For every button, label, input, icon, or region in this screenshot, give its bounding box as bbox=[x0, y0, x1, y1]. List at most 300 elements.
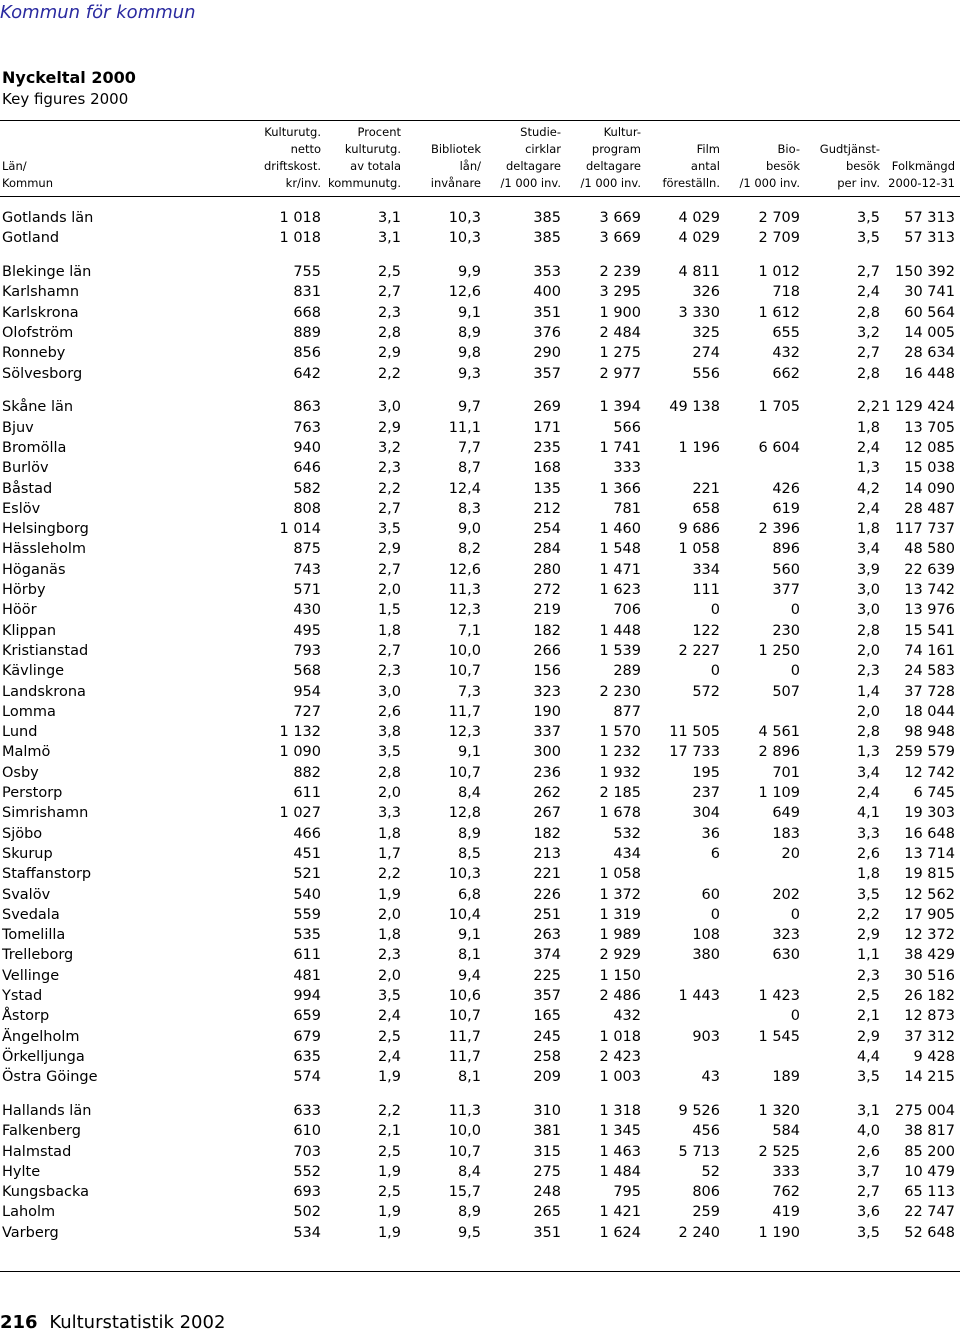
table-cell: 24 583 bbox=[904, 663, 955, 680]
table-cell: 221 bbox=[533, 866, 561, 883]
table-cell: 377 bbox=[772, 582, 800, 599]
table-cell: 85 200 bbox=[904, 1143, 955, 1160]
table-cell: 552 bbox=[293, 1163, 321, 1180]
running-header: Kommun för kommun bbox=[0, 2, 196, 23]
row-label: Klippan bbox=[2, 622, 57, 639]
table-cell: 2,7 bbox=[856, 264, 880, 281]
table-cell: 156 bbox=[533, 663, 561, 680]
table-cell: 2,3 bbox=[377, 947, 401, 964]
table-cell: 38 429 bbox=[904, 947, 955, 964]
table-cell: 9,5 bbox=[457, 1224, 481, 1241]
table-cell: 568 bbox=[293, 663, 321, 680]
column-header-line: Län/ bbox=[2, 159, 27, 173]
table-cell: 74 161 bbox=[904, 642, 955, 659]
table-cell: 611 bbox=[293, 785, 321, 802]
table-cell: 258 bbox=[533, 1048, 561, 1065]
table-cell: 37 728 bbox=[904, 683, 955, 700]
table-cell: 762 bbox=[772, 1184, 800, 1201]
table-cell: 10,3 bbox=[448, 210, 481, 226]
table-cell: 701 bbox=[772, 764, 800, 781]
table-cell: 267 bbox=[533, 805, 561, 822]
title-block bbox=[2, 68, 136, 110]
table-cell: 15 541 bbox=[904, 622, 955, 639]
table-cell: 831 bbox=[293, 284, 321, 301]
table-row bbox=[0, 783, 960, 803]
table-cell: 10,7 bbox=[448, 764, 481, 781]
table-cell: 466 bbox=[293, 825, 321, 842]
table-cell: 2 423 bbox=[599, 1048, 641, 1065]
table-cell: 9,4 bbox=[457, 967, 481, 984]
table-cell: 2 709 bbox=[758, 230, 800, 247]
table-cell: 0 bbox=[790, 602, 800, 619]
row-label: Lund bbox=[2, 724, 38, 741]
table-cell: 2,5 bbox=[377, 1028, 401, 1045]
table-cell: 584 bbox=[772, 1123, 800, 1140]
table-cell: 2,5 bbox=[377, 1184, 401, 1201]
table-cell: 190 bbox=[533, 703, 561, 720]
column-header-line: Kultur- bbox=[603, 125, 641, 139]
table-cell: 4 029 bbox=[678, 210, 720, 226]
table-cell: 1 989 bbox=[599, 927, 641, 944]
table-cell: 22 747 bbox=[904, 1204, 955, 1221]
table-cell: 2,4 bbox=[856, 439, 880, 456]
table-cell: 1 018 bbox=[279, 230, 321, 247]
table-row bbox=[0, 844, 960, 864]
table-cell: 1 232 bbox=[599, 744, 641, 761]
table-cell: 426 bbox=[772, 480, 800, 497]
table-cell: 668 bbox=[293, 304, 321, 321]
table-cell: 2 977 bbox=[599, 365, 641, 382]
row-label: Laholm bbox=[2, 1204, 56, 1221]
table-cell: 0 bbox=[710, 906, 720, 923]
table-cell: 28 487 bbox=[904, 500, 955, 517]
table-cell: 875 bbox=[293, 541, 321, 558]
table-cell: 781 bbox=[613, 500, 641, 517]
table-cell: 135 bbox=[533, 480, 561, 497]
table-row bbox=[0, 621, 960, 641]
table-row bbox=[0, 1202, 960, 1222]
table-cell: 3,5 bbox=[856, 886, 880, 903]
row-label: Osby bbox=[2, 764, 39, 781]
table-cell: 10,3 bbox=[448, 230, 481, 247]
table-cell: 456 bbox=[692, 1123, 720, 1140]
table-cell: 37 312 bbox=[904, 1028, 955, 1045]
table-cell: 430 bbox=[293, 602, 321, 619]
table-cell: 3,0 bbox=[377, 399, 401, 416]
table-cell: 150 392 bbox=[895, 264, 955, 281]
table-cell: 262 bbox=[533, 785, 561, 802]
table-cell: 4 561 bbox=[758, 724, 800, 741]
column-header-line: besök bbox=[765, 159, 800, 173]
table-cell: 380 bbox=[692, 947, 720, 964]
table-cell: 1 058 bbox=[599, 866, 641, 883]
table-row bbox=[0, 1006, 960, 1026]
table-cell: 2,3 bbox=[377, 663, 401, 680]
table-cell: 532 bbox=[613, 825, 641, 842]
row-label: Ystad bbox=[2, 987, 43, 1004]
table-cell: 269 bbox=[533, 399, 561, 416]
table-row bbox=[0, 1047, 960, 1067]
table-cell: 9,1 bbox=[457, 744, 481, 761]
row-label: Svalöv bbox=[2, 886, 51, 903]
table-cell: 385 bbox=[533, 230, 561, 247]
table-cell: 326 bbox=[692, 284, 720, 301]
table-cell: 98 948 bbox=[904, 724, 955, 741]
table-cell: 6,8 bbox=[457, 886, 481, 903]
table-cell: 727 bbox=[293, 703, 321, 720]
table-cell: 8,4 bbox=[457, 1163, 481, 1180]
table-cell: 12 372 bbox=[904, 927, 955, 944]
table-cell: 52 bbox=[701, 1163, 720, 1180]
table-cell: 9,9 bbox=[457, 264, 481, 281]
table-cell: 289 bbox=[613, 663, 641, 680]
table-cell: 451 bbox=[293, 845, 321, 862]
table-cell: 521 bbox=[293, 866, 321, 883]
table-cell: 60 564 bbox=[904, 304, 955, 321]
table-cell: 2,7 bbox=[856, 1184, 880, 1201]
row-label: Olofström bbox=[2, 324, 74, 341]
table-cell: 26 182 bbox=[904, 987, 955, 1004]
table-cell: 2,2 bbox=[856, 399, 880, 416]
table-row bbox=[0, 1162, 960, 1182]
row-label: Bromölla bbox=[2, 439, 67, 456]
table-cell: 1 250 bbox=[758, 642, 800, 659]
table-cell: 571 bbox=[293, 582, 321, 599]
column-header-line bbox=[888, 124, 955, 141]
table-cell: 1 394 bbox=[599, 399, 641, 416]
column-header-line: Film bbox=[696, 142, 720, 156]
table-row bbox=[0, 1067, 960, 1087]
table-cell: 582 bbox=[293, 480, 321, 497]
table-cell: 2,0 bbox=[856, 642, 880, 659]
table-cell: 679 bbox=[293, 1028, 321, 1045]
table-cell: 2,8 bbox=[377, 764, 401, 781]
row-label: Hässleholm bbox=[2, 541, 87, 558]
table-cell: 12,3 bbox=[448, 724, 481, 741]
table-row bbox=[0, 641, 960, 661]
table-cell: 9 526 bbox=[678, 1102, 720, 1119]
table-cell: 572 bbox=[692, 683, 720, 700]
column-header-line: Gudtjänst- bbox=[819, 142, 880, 156]
table-cell: 235 bbox=[533, 439, 561, 456]
table-cell: 36 bbox=[701, 825, 720, 842]
table-cell: 1 132 bbox=[279, 724, 321, 741]
row-label: Bjuv bbox=[2, 419, 34, 436]
column-header-line: netto bbox=[290, 142, 321, 156]
table-cell: 3,7 bbox=[856, 1163, 880, 1180]
table-cell: 889 bbox=[293, 324, 321, 341]
table-cell: 2,4 bbox=[856, 785, 880, 802]
column-header-line bbox=[2, 124, 53, 141]
table-cell: 8,1 bbox=[457, 1069, 481, 1086]
table-cell: 182 bbox=[533, 825, 561, 842]
table-cell: 10,0 bbox=[448, 1123, 481, 1140]
column-header-line bbox=[888, 141, 955, 158]
table-cell: 1,3 bbox=[856, 460, 880, 477]
table-cell: 17 733 bbox=[669, 744, 720, 761]
table-row bbox=[0, 864, 960, 884]
table-cell: 2,2 bbox=[377, 365, 401, 382]
table-cell: 2,7 bbox=[856, 345, 880, 362]
table-cell: 559 bbox=[293, 906, 321, 923]
table-cell: 353 bbox=[533, 264, 561, 281]
table-cell: 4 029 bbox=[678, 230, 720, 247]
table-cell: 3 330 bbox=[678, 304, 720, 321]
table-cell: 245 bbox=[533, 1028, 561, 1045]
table-cell: 237 bbox=[692, 785, 720, 802]
column-header-line: Folkmängd bbox=[891, 159, 955, 173]
row-label: Burlöv bbox=[2, 460, 49, 477]
table-cell: 1 366 bbox=[599, 480, 641, 497]
table-cell: 1 900 bbox=[599, 304, 641, 321]
row-label: Sölvesborg bbox=[2, 365, 83, 382]
table-cell: 649 bbox=[772, 805, 800, 822]
table-cell: 3,5 bbox=[377, 987, 401, 1004]
column-header-line: av totala bbox=[350, 159, 401, 173]
table-cell: 171 bbox=[533, 419, 561, 436]
table-cell: 1 018 bbox=[279, 210, 321, 226]
table-cell: 3,0 bbox=[856, 582, 880, 599]
row-label: Vellinge bbox=[2, 967, 60, 984]
table-cell: 507 bbox=[772, 683, 800, 700]
table-row bbox=[0, 986, 960, 1006]
table-cell: 535 bbox=[293, 927, 321, 944]
table-cell: 662 bbox=[772, 365, 800, 382]
table-cell: 12,8 bbox=[448, 805, 481, 822]
table-cell: 1 058 bbox=[678, 541, 720, 558]
table-cell: 2,0 bbox=[856, 703, 880, 720]
table-cell: 15 038 bbox=[904, 460, 955, 477]
table-row bbox=[0, 1121, 960, 1141]
table-cell: 1 741 bbox=[599, 439, 641, 456]
table-cell: 236 bbox=[533, 764, 561, 781]
table-cell: 2,8 bbox=[856, 724, 880, 741]
table-cell: 4 811 bbox=[678, 264, 720, 281]
table-cell: 2,7 bbox=[377, 642, 401, 659]
data-table-body bbox=[0, 208, 960, 1243]
table-cell: 1 623 bbox=[599, 582, 641, 599]
table-cell: 1 372 bbox=[599, 886, 641, 903]
table-cell: 3,3 bbox=[856, 825, 880, 842]
table-cell: 1 678 bbox=[599, 805, 641, 822]
table-cell: 642 bbox=[293, 365, 321, 382]
column-header-line: cirklar bbox=[525, 142, 561, 156]
table-cell: 12,6 bbox=[448, 284, 481, 301]
table-row bbox=[0, 1223, 960, 1243]
table-cell: 2,9 bbox=[377, 419, 401, 436]
table-cell: 706 bbox=[613, 602, 641, 619]
table-cell: 1 448 bbox=[599, 622, 641, 639]
row-label: Hylte bbox=[2, 1163, 41, 1180]
table-cell: 10,6 bbox=[448, 987, 481, 1004]
table-cell: 2,5 bbox=[377, 1143, 401, 1160]
table-cell: 165 bbox=[533, 1008, 561, 1025]
table-cell: 248 bbox=[533, 1184, 561, 1201]
table-cell: 280 bbox=[533, 561, 561, 578]
column-header-line bbox=[662, 124, 720, 141]
table-cell: 195 bbox=[692, 764, 720, 781]
row-label: Karlskrona bbox=[2, 304, 79, 321]
table-cell: 374 bbox=[533, 947, 561, 964]
table-cell: 659 bbox=[293, 1008, 321, 1025]
table-cell: 11,1 bbox=[448, 419, 481, 436]
column-header-line: antal bbox=[690, 159, 720, 173]
table-cell: 376 bbox=[533, 324, 561, 341]
row-label: Skurup bbox=[2, 845, 53, 862]
table-row bbox=[0, 885, 960, 905]
table-top-rule bbox=[0, 120, 960, 121]
table-cell: 0 bbox=[790, 1008, 800, 1025]
column-header-line: Studie- bbox=[520, 125, 561, 139]
table-cell: 9,0 bbox=[457, 521, 481, 538]
table-cell: 400 bbox=[533, 284, 561, 301]
table-cell: 6 604 bbox=[758, 439, 800, 456]
row-label: Hallands län bbox=[2, 1102, 92, 1119]
table-cell: 19 303 bbox=[904, 805, 955, 822]
table-cell: 954 bbox=[293, 683, 321, 700]
table-cell: 43 bbox=[701, 1069, 720, 1086]
table-cell: 8,4 bbox=[457, 785, 481, 802]
column-header-line: kulturutg. bbox=[344, 142, 401, 156]
column-header-line: Procent bbox=[357, 125, 401, 139]
table-cell: 8,9 bbox=[457, 825, 481, 842]
table-cell: 3,0 bbox=[377, 683, 401, 700]
column-header-line: program bbox=[591, 142, 641, 156]
table-cell: 1,3 bbox=[856, 744, 880, 761]
table-cell: 2,4 bbox=[377, 1008, 401, 1025]
table-cell: 168 bbox=[533, 460, 561, 477]
table-cell: 495 bbox=[293, 622, 321, 639]
table-cell: 14 215 bbox=[904, 1069, 955, 1086]
table-cell: 1 018 bbox=[599, 1028, 641, 1045]
table-cell: 304 bbox=[692, 805, 720, 822]
table-cell: 693 bbox=[293, 1184, 321, 1201]
table-cell: 0 bbox=[710, 663, 720, 680]
table-cell: 793 bbox=[293, 642, 321, 659]
table-cell: 1 548 bbox=[599, 541, 641, 558]
table-cell: 11,3 bbox=[448, 1102, 481, 1119]
row-label: Båstad bbox=[2, 480, 53, 497]
table-cell: 1,8 bbox=[856, 866, 880, 883]
row-label: Gotlands län bbox=[2, 210, 94, 226]
table-cell: 2 230 bbox=[599, 683, 641, 700]
table-cell: 877 bbox=[613, 703, 641, 720]
table-cell: 4,0 bbox=[856, 1123, 880, 1140]
table-cell: 351 bbox=[533, 304, 561, 321]
table-cell: 4,2 bbox=[856, 480, 880, 497]
table-cell: 2 185 bbox=[599, 785, 641, 802]
table-cell: 434 bbox=[613, 845, 641, 862]
table-cell: 8,2 bbox=[457, 541, 481, 558]
table-cell: 795 bbox=[613, 1184, 641, 1201]
table-cell: 111 bbox=[692, 582, 720, 599]
table-cell: 566 bbox=[613, 419, 641, 436]
table-cell: 2 709 bbox=[758, 210, 800, 226]
table-cell: 635 bbox=[293, 1048, 321, 1065]
table-row bbox=[0, 438, 960, 458]
table-cell: 11,7 bbox=[448, 703, 481, 720]
column-header-line: deltagare bbox=[585, 159, 641, 173]
row-label: Gotland bbox=[2, 230, 60, 247]
table-cell: 8,3 bbox=[457, 500, 481, 517]
table-row bbox=[0, 560, 960, 580]
row-label: Landskrona bbox=[2, 683, 86, 700]
table-cell: 259 bbox=[692, 1204, 720, 1221]
table-cell: 2 239 bbox=[599, 264, 641, 281]
table-cell: 1 570 bbox=[599, 724, 641, 741]
table-cell: 333 bbox=[772, 1163, 800, 1180]
table-row bbox=[0, 966, 960, 986]
table-cell: 351 bbox=[533, 1224, 561, 1241]
table-cell: 610 bbox=[293, 1123, 321, 1140]
table-cell: 2,5 bbox=[856, 987, 880, 1004]
table-cell: 28 634 bbox=[904, 345, 955, 362]
row-label: Malmö bbox=[2, 744, 51, 761]
table-cell: 333 bbox=[613, 460, 641, 477]
table-cell: 12,3 bbox=[448, 602, 481, 619]
table-cell: 315 bbox=[533, 1143, 561, 1160]
row-label: Skåne län bbox=[2, 399, 74, 416]
table-cell: 658 bbox=[692, 500, 720, 517]
table-cell: 10,7 bbox=[448, 1008, 481, 1025]
table-row-county bbox=[0, 208, 960, 228]
table-cell: 994 bbox=[293, 987, 321, 1004]
row-label: Helsingborg bbox=[2, 521, 89, 538]
table-cell: 574 bbox=[293, 1069, 321, 1086]
row-label: Trelleborg bbox=[2, 947, 74, 964]
table-row bbox=[0, 479, 960, 499]
table-cell: 265 bbox=[533, 1204, 561, 1221]
table-cell: 221 bbox=[692, 480, 720, 497]
row-label: Kristianstad bbox=[2, 642, 89, 659]
table-cell: 2,0 bbox=[377, 785, 401, 802]
table-cell: 2,3 bbox=[377, 460, 401, 477]
table-row bbox=[0, 945, 960, 965]
table-cell: 57 313 bbox=[904, 210, 955, 226]
table-cell: 1 443 bbox=[678, 987, 720, 1004]
table-row bbox=[0, 228, 960, 248]
table-cell: 2,7 bbox=[377, 500, 401, 517]
table-cell: 2,3 bbox=[856, 967, 880, 984]
table-cell: 334 bbox=[692, 561, 720, 578]
table-cell: 15,7 bbox=[448, 1184, 481, 1201]
table-cell: 1 463 bbox=[599, 1143, 641, 1160]
table-cell: 8,5 bbox=[457, 845, 481, 862]
row-label: Sjöbo bbox=[2, 825, 43, 842]
table-cell: 11,7 bbox=[448, 1028, 481, 1045]
row-label: Perstorp bbox=[2, 785, 63, 802]
table-cell: 2 896 bbox=[758, 744, 800, 761]
table-cell: 1 539 bbox=[599, 642, 641, 659]
table-cell: 2,6 bbox=[856, 845, 880, 862]
table-cell: 13 705 bbox=[904, 419, 955, 436]
table-row bbox=[0, 580, 960, 600]
table-row bbox=[0, 1027, 960, 1047]
table-cell: 11,7 bbox=[448, 1048, 481, 1065]
table-cell: 3,1 bbox=[377, 210, 401, 226]
column-header bbox=[580, 124, 641, 192]
table-cell: 2,0 bbox=[377, 967, 401, 984]
table-row-county bbox=[0, 1101, 960, 1121]
table-cell: 1 150 bbox=[599, 967, 641, 984]
table-cell: 1,4 bbox=[856, 683, 880, 700]
table-cell: 10,7 bbox=[448, 663, 481, 680]
table-cell: 2,8 bbox=[856, 365, 880, 382]
table-cell: 12 085 bbox=[904, 439, 955, 456]
table-cell: 263 bbox=[533, 927, 561, 944]
table-cell: 3 669 bbox=[599, 210, 641, 226]
table-cell: 2,9 bbox=[377, 345, 401, 362]
